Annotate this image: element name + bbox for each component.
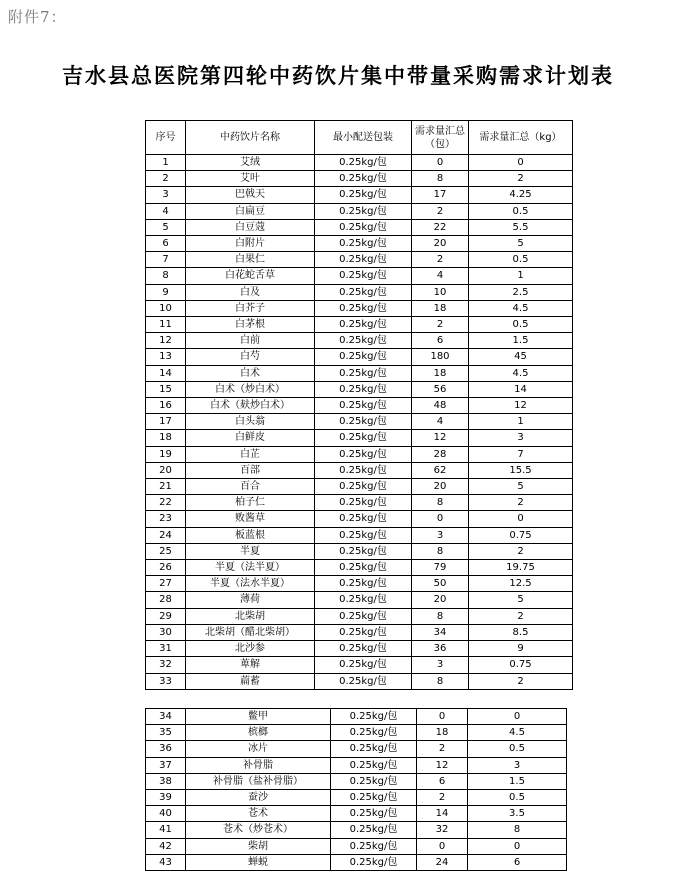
- cell-pack: 0.25kg/包: [315, 349, 412, 365]
- cell-seq: 16: [146, 398, 186, 414]
- cell-seq: 7: [146, 252, 186, 268]
- cell-name: 萹蓄: [186, 673, 315, 689]
- cell-seq: 14: [146, 365, 186, 381]
- table-row: [146, 333, 573, 349]
- cell-seq: 18: [146, 430, 186, 446]
- cell-kg: 3: [468, 757, 567, 773]
- cell-kg: 4.25: [469, 187, 573, 203]
- cell-seq: 39: [146, 790, 186, 806]
- cell-kg: 5: [469, 479, 573, 495]
- header-name: 中药饮片名称: [186, 121, 315, 155]
- cell-pack: 0.25kg/包: [331, 854, 417, 870]
- table-row: [146, 673, 573, 689]
- table-row: [146, 838, 567, 854]
- cell-qty: 79: [412, 560, 469, 576]
- cell-kg: 0.5: [469, 252, 573, 268]
- cell-qty: 180: [412, 349, 469, 365]
- cell-kg: 0.75: [469, 657, 573, 673]
- cell-pack: 0.25kg/包: [315, 155, 412, 171]
- cell-qty: 18: [412, 365, 469, 381]
- table-row: [146, 462, 573, 478]
- cell-kg: 4.5: [468, 725, 567, 741]
- cell-pack: 0.25kg/包: [315, 171, 412, 187]
- cell-kg: 0: [469, 155, 573, 171]
- cell-qty: 0: [412, 155, 469, 171]
- cell-name: 板蓝根: [186, 527, 315, 543]
- cell-seq: 12: [146, 333, 186, 349]
- cell-seq: 32: [146, 657, 186, 673]
- cell-kg: 12: [469, 398, 573, 414]
- cell-name: 冰片: [186, 741, 331, 757]
- cell-pack: 0.25kg/包: [315, 543, 412, 559]
- cell-kg: 45: [469, 349, 573, 365]
- cell-qty: 6: [417, 773, 468, 789]
- cell-qty: 3: [412, 657, 469, 673]
- cell-pack: 0.25kg/包: [315, 187, 412, 203]
- cell-seq: 26: [146, 560, 186, 576]
- cell-name: 蚕沙: [186, 790, 331, 806]
- cell-seq: 35: [146, 725, 186, 741]
- cell-kg: 0.5: [468, 790, 567, 806]
- cell-name: 白附片: [186, 236, 315, 252]
- cell-kg: 4.5: [469, 300, 573, 316]
- cell-seq: 38: [146, 773, 186, 789]
- cell-kg: 0.5: [468, 741, 567, 757]
- cell-name: 补骨脂: [186, 757, 331, 773]
- table-row: [146, 398, 573, 414]
- table-row: [146, 219, 573, 235]
- cell-qty: 4: [412, 414, 469, 430]
- cell-qty: 56: [412, 381, 469, 397]
- cell-pack: 0.25kg/包: [315, 462, 412, 478]
- table-row: [146, 822, 567, 838]
- table-row: [146, 806, 567, 822]
- table-row: [146, 543, 573, 559]
- cell-seq: 2: [146, 171, 186, 187]
- cell-kg: 2: [469, 543, 573, 559]
- cell-name: 白鲜皮: [186, 430, 315, 446]
- header-seq: 序号: [146, 121, 186, 155]
- cell-pack: 0.25kg/包: [315, 317, 412, 333]
- cell-kg: 2: [469, 171, 573, 187]
- table-row: [146, 757, 567, 773]
- attachment-label: 附件7：: [8, 8, 67, 26]
- cell-seq: 3: [146, 187, 186, 203]
- cell-name: 白术: [186, 365, 315, 381]
- table-row: [146, 236, 573, 252]
- cell-name: 白扁豆: [186, 203, 315, 219]
- cell-kg: 0.5: [469, 317, 573, 333]
- cell-pack: 0.25kg/包: [331, 838, 417, 854]
- cell-pack: 0.25kg/包: [315, 560, 412, 576]
- cell-name: 北柴胡（醋北柴胡）: [186, 624, 315, 640]
- table-row: [146, 171, 573, 187]
- cell-pack: 0.25kg/包: [315, 608, 412, 624]
- table-row: [146, 203, 573, 219]
- cell-pack: 0.25kg/包: [315, 398, 412, 414]
- cell-pack: 0.25kg/包: [315, 511, 412, 527]
- cell-pack: 0.25kg/包: [331, 790, 417, 806]
- cell-name: 苍术（炒苍术）: [186, 822, 331, 838]
- table-row: [146, 187, 573, 203]
- cell-pack: 0.25kg/包: [331, 709, 417, 725]
- cell-pack: 0.25kg/包: [315, 430, 412, 446]
- cell-qty: 32: [417, 822, 468, 838]
- cell-name: 北沙参: [186, 641, 315, 657]
- table-row: [146, 641, 573, 657]
- table-row: [146, 624, 573, 640]
- cell-seq: 29: [146, 608, 186, 624]
- cell-pack: 0.25kg/包: [315, 576, 412, 592]
- cell-qty: 36: [412, 641, 469, 657]
- cell-pack: 0.25kg/包: [315, 252, 412, 268]
- cell-pack: 0.25kg/包: [315, 365, 412, 381]
- cell-seq: 27: [146, 576, 186, 592]
- cell-name: 鳖甲: [186, 709, 331, 725]
- cell-pack: 0.25kg/包: [331, 757, 417, 773]
- cell-pack: 0.25kg/包: [315, 624, 412, 640]
- cell-qty: 22: [412, 219, 469, 235]
- cell-qty: 48: [412, 398, 469, 414]
- cell-kg: 3.5: [468, 806, 567, 822]
- cell-qty: 2: [412, 203, 469, 219]
- cell-qty: 6: [412, 333, 469, 349]
- cell-pack: 0.25kg/包: [331, 725, 417, 741]
- cell-qty: 8: [412, 543, 469, 559]
- cell-seq: 30: [146, 624, 186, 640]
- cell-seq: 21: [146, 479, 186, 495]
- cell-qty: 14: [417, 806, 468, 822]
- procurement-table: [145, 120, 573, 690]
- cell-kg: 0: [468, 709, 567, 725]
- cell-name: 蝉蜕: [186, 854, 331, 870]
- cell-seq: 11: [146, 317, 186, 333]
- header-qty: 需求量汇总（包）: [412, 121, 469, 155]
- cell-qty: 4: [412, 268, 469, 284]
- table-row: [146, 317, 573, 333]
- cell-seq: 15: [146, 381, 186, 397]
- cell-kg: 8: [468, 822, 567, 838]
- cell-qty: 20: [412, 479, 469, 495]
- cell-pack: 0.25kg/包: [331, 806, 417, 822]
- cell-seq: 28: [146, 592, 186, 608]
- table-row: [146, 741, 567, 757]
- cell-name: 补骨脂（盐补骨脂）: [186, 773, 331, 789]
- table-row: [146, 479, 573, 495]
- cell-name: 白术（炒白术）: [186, 381, 315, 397]
- table-row: [146, 725, 567, 741]
- cell-qty: 0: [412, 511, 469, 527]
- cell-name: 半夏: [186, 543, 315, 559]
- table-row: [146, 608, 573, 624]
- cell-name: 百合: [186, 479, 315, 495]
- table-row: [146, 430, 573, 446]
- cell-seq: 31: [146, 641, 186, 657]
- cell-seq: 24: [146, 527, 186, 543]
- cell-pack: 0.25kg/包: [315, 203, 412, 219]
- cell-kg: 12.5: [469, 576, 573, 592]
- cell-name: 艾叶: [186, 171, 315, 187]
- cell-pack: 0.25kg/包: [331, 822, 417, 838]
- cell-seq: 22: [146, 495, 186, 511]
- cell-qty: 18: [417, 725, 468, 741]
- table-row: [146, 560, 573, 576]
- cell-pack: 0.25kg/包: [315, 219, 412, 235]
- cell-name: 白头翁: [186, 414, 315, 430]
- cell-qty: 0: [417, 709, 468, 725]
- cell-seq: 6: [146, 236, 186, 252]
- cell-pack: 0.25kg/包: [315, 284, 412, 300]
- cell-qty: 24: [417, 854, 468, 870]
- cell-seq: 40: [146, 806, 186, 822]
- cell-qty: 18: [412, 300, 469, 316]
- cell-name: 百部: [186, 462, 315, 478]
- cell-pack: 0.25kg/包: [315, 414, 412, 430]
- table-row: [146, 300, 573, 316]
- cell-pack: 0.25kg/包: [315, 300, 412, 316]
- cell-name: 苍术: [186, 806, 331, 822]
- cell-pack: 0.25kg/包: [315, 446, 412, 462]
- cell-seq: 37: [146, 757, 186, 773]
- table-row: [146, 414, 573, 430]
- cell-seq: 36: [146, 741, 186, 757]
- cell-kg: 4.5: [469, 365, 573, 381]
- cell-kg: 7: [469, 446, 573, 462]
- cell-seq: 5: [146, 219, 186, 235]
- cell-seq: 17: [146, 414, 186, 430]
- table-row: [146, 446, 573, 462]
- cell-qty: 62: [412, 462, 469, 478]
- cell-qty: 50: [412, 576, 469, 592]
- cell-qty: 20: [412, 592, 469, 608]
- header-pack: 最小配送包装: [315, 121, 412, 155]
- table-row: [146, 284, 573, 300]
- cell-name: 柴胡: [186, 838, 331, 854]
- procurement-table-continued: [145, 708, 567, 871]
- cell-name: 半夏（法半夏）: [186, 560, 315, 576]
- cell-kg: 5: [469, 236, 573, 252]
- cell-kg: 3: [469, 430, 573, 446]
- cell-name: 白术（麸炒白术）: [186, 398, 315, 414]
- cell-kg: 0: [469, 511, 573, 527]
- table-row: [146, 511, 573, 527]
- cell-qty: 3: [412, 527, 469, 543]
- cell-seq: 4: [146, 203, 186, 219]
- cell-qty: 0: [417, 838, 468, 854]
- cell-qty: 34: [412, 624, 469, 640]
- cell-name: 白芷: [186, 446, 315, 462]
- cell-qty: 2: [417, 741, 468, 757]
- cell-kg: 8.5: [469, 624, 573, 640]
- cell-kg: 14: [469, 381, 573, 397]
- cell-kg: 5.5: [469, 219, 573, 235]
- table-row: [146, 268, 573, 284]
- cell-name: 白及: [186, 284, 315, 300]
- document-title: 吉水县总医院第四轮中药饮片集中带量采购需求计划表: [62, 63, 614, 88]
- cell-qty: 2: [412, 252, 469, 268]
- table-row: [146, 773, 567, 789]
- cell-kg: 1.5: [468, 773, 567, 789]
- cell-qty: 8: [412, 495, 469, 511]
- cell-name: 白豆蔻: [186, 219, 315, 235]
- cell-qty: 28: [412, 446, 469, 462]
- cell-name: 白芥子: [186, 300, 315, 316]
- cell-qty: 2: [417, 790, 468, 806]
- cell-qty: 2: [412, 317, 469, 333]
- table-row: [146, 657, 573, 673]
- cell-pack: 0.25kg/包: [315, 495, 412, 511]
- cell-name: 巴戟天: [186, 187, 315, 203]
- header-kg: 需求量汇总（kg）: [469, 121, 573, 155]
- cell-pack: 0.25kg/包: [331, 773, 417, 789]
- cell-kg: 0.75: [469, 527, 573, 543]
- cell-name: 白花蛇舌草: [186, 268, 315, 284]
- cell-name: 槟榔: [186, 725, 331, 741]
- cell-kg: 1.5: [469, 333, 573, 349]
- cell-kg: 2: [469, 495, 573, 511]
- cell-pack: 0.25kg/包: [315, 333, 412, 349]
- cell-pack: 0.25kg/包: [315, 592, 412, 608]
- cell-qty: 20: [412, 236, 469, 252]
- cell-seq: 9: [146, 284, 186, 300]
- cell-name: 薄荷: [186, 592, 315, 608]
- cell-seq: 19: [146, 446, 186, 462]
- cell-seq: 8: [146, 268, 186, 284]
- table-row: [146, 381, 573, 397]
- cell-pack: 0.25kg/包: [315, 236, 412, 252]
- cell-seq: 25: [146, 543, 186, 559]
- table-row: [146, 790, 567, 806]
- table-row: [146, 854, 567, 870]
- cell-kg: 2.5: [469, 284, 573, 300]
- cell-pack: 0.25kg/包: [315, 268, 412, 284]
- cell-name: 萆解: [186, 657, 315, 673]
- cell-pack: 0.25kg/包: [315, 381, 412, 397]
- cell-seq: 1: [146, 155, 186, 171]
- cell-seq: 23: [146, 511, 186, 527]
- cell-seq: 34: [146, 709, 186, 725]
- cell-kg: 0: [468, 838, 567, 854]
- table-row: [146, 365, 573, 381]
- table-row: [146, 252, 573, 268]
- table-row: [146, 527, 573, 543]
- cell-name: 白前: [186, 333, 315, 349]
- table-row: [146, 709, 567, 725]
- cell-kg: 1: [469, 414, 573, 430]
- cell-name: 艾绒: [186, 155, 315, 171]
- cell-kg: 0.5: [469, 203, 573, 219]
- cell-kg: 19.75: [469, 560, 573, 576]
- cell-qty: 17: [412, 187, 469, 203]
- cell-kg: 5: [469, 592, 573, 608]
- cell-name: 北柴胡: [186, 608, 315, 624]
- cell-name: 白果仁: [186, 252, 315, 268]
- cell-seq: 10: [146, 300, 186, 316]
- cell-name: 败酱草: [186, 511, 315, 527]
- cell-kg: 6: [468, 854, 567, 870]
- cell-kg: 2: [469, 608, 573, 624]
- cell-qty: 12: [412, 430, 469, 446]
- cell-seq: 33: [146, 673, 186, 689]
- cell-pack: 0.25kg/包: [315, 657, 412, 673]
- cell-qty: 8: [412, 608, 469, 624]
- cell-pack: 0.25kg/包: [315, 641, 412, 657]
- cell-kg: 1: [469, 268, 573, 284]
- cell-name: 白芍: [186, 349, 315, 365]
- cell-pack: 0.25kg/包: [315, 673, 412, 689]
- cell-pack: 0.25kg/包: [315, 479, 412, 495]
- cell-qty: 8: [412, 171, 469, 187]
- cell-qty: 10: [412, 284, 469, 300]
- table-row: [146, 349, 573, 365]
- table-row: [146, 592, 573, 608]
- cell-pack: 0.25kg/包: [331, 741, 417, 757]
- cell-seq: 42: [146, 838, 186, 854]
- cell-kg: 2: [469, 673, 573, 689]
- table-header-row: [146, 121, 573, 155]
- cell-seq: 13: [146, 349, 186, 365]
- cell-name: 柏子仁: [186, 495, 315, 511]
- cell-kg: 15.5: [469, 462, 573, 478]
- cell-name: 白茅根: [186, 317, 315, 333]
- cell-seq: 43: [146, 854, 186, 870]
- cell-seq: 41: [146, 822, 186, 838]
- cell-pack: 0.25kg/包: [315, 527, 412, 543]
- cell-qty: 12: [417, 757, 468, 773]
- table-row: [146, 495, 573, 511]
- cell-qty: 8: [412, 673, 469, 689]
- table-row: [146, 155, 573, 171]
- table-row: [146, 576, 573, 592]
- cell-name: 半夏（法水半夏）: [186, 576, 315, 592]
- cell-kg: 9: [469, 641, 573, 657]
- cell-seq: 20: [146, 462, 186, 478]
